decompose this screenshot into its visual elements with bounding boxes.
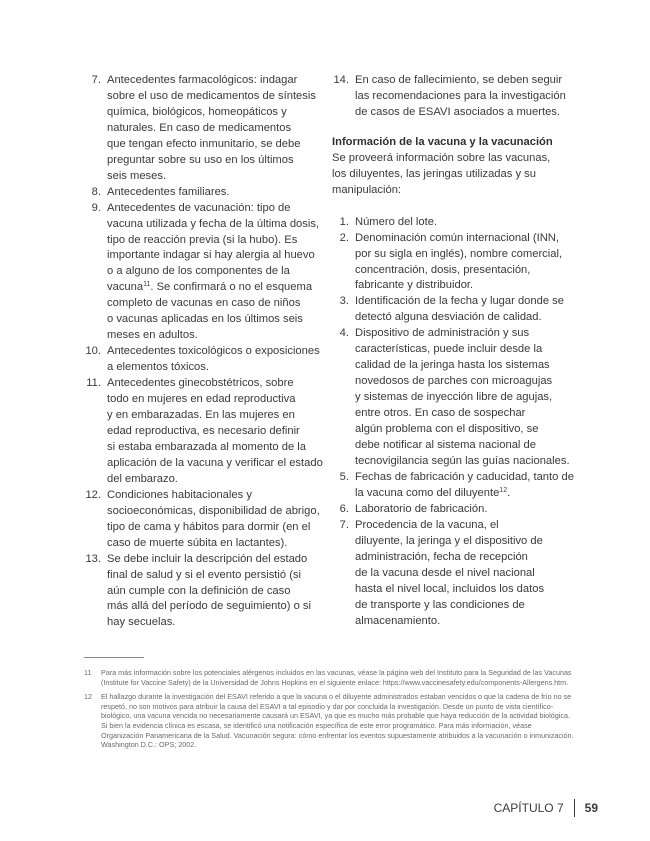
left-column xyxy=(84,73,323,631)
text-line: o a alguno de los componentes de la xyxy=(107,265,290,278)
item-number: 6. xyxy=(339,502,349,515)
text-line: química, biológicos, homeopáticos y xyxy=(107,105,287,118)
item-number: 11. xyxy=(86,377,101,390)
list-item xyxy=(84,488,320,552)
text-line: Condiciones habitacionales y xyxy=(107,488,252,501)
text-line: algún problema con el dispositivo, se xyxy=(355,423,539,436)
text-line: Dispositivo de administración y sus xyxy=(355,327,530,340)
text-line: administración, fecha de recepción xyxy=(355,550,528,563)
text-line: por su sigla en inglés), nombre comercial, xyxy=(355,247,563,260)
text-line: de casos de ESAVI asociados a muertes. xyxy=(355,105,561,118)
text-line: tipo de cama y hábitos para dormir (en el xyxy=(107,520,311,533)
item-number: 2. xyxy=(339,231,349,244)
text-line: preguntar sobre su uso en los últimos xyxy=(107,153,294,166)
text-line: de transporte y las condiciones de xyxy=(355,598,525,611)
item-number: 3. xyxy=(339,295,349,308)
footnote-ref-11[interactable]: 11 xyxy=(143,281,151,289)
text-line: Antecedentes ginecobstétricos, sobre xyxy=(107,377,294,390)
text-line: socioeconómicas, disponibilidad de abrigo, xyxy=(107,504,320,517)
list-item xyxy=(84,185,320,201)
text-line: detectó alguna desviación de calidad. xyxy=(355,311,542,324)
item-number: 5. xyxy=(339,470,349,483)
text-line: manipulación: xyxy=(332,183,402,196)
text-line: debe notificar al sistema nacional de xyxy=(355,439,536,452)
page-number: 59 xyxy=(584,801,598,815)
text-line: hasta el nivel local, incluidos los datos xyxy=(355,582,545,595)
chapter-label: CAPÍTULO 7 xyxy=(493,801,564,815)
footnote-divider xyxy=(84,657,144,658)
footnote-text: El hallazgo durante la investigación del ESAVI referido a que la vacuna o el diluyente administrados estaban vencidos o que la cadena de frío no se respetó, no son motivos para atribuir la causa del ESAVI a tal episodio y dar por concluida la investigación. Desde un punto de vista científico-biológico, una vacuna vencida no necesariamente causará un ESAVI, ya que es mucho más probable que haya reducción de la actividad biológica. Si bien la evidencia clínica es escasa, se identificó una notificación específica de este error programático. Para más información, véase Organización Panamericana de la Salud. Vacunación segura: cómo enfrentar los eventos supuestamente atribuidos a la vacunación o inmunización. Washington D.C.: OPS; 2002. xyxy=(101,692,574,750)
text-line: edad reproductiva, es necesario definir xyxy=(107,424,300,437)
footnote-text: Para más información sobre los potenciales alérgenos incluidos en las vacunas, véase la página web del Instituto para la Seguridad de las Vacunas (Institute for Vaccine Safety) de la Universidad de Johns Hopkins en el siguiente enlace: https://www.vaccinesafety.edu/components-Allergens.htm. xyxy=(101,668,572,687)
text-line: naturales. En caso de medicamentos xyxy=(107,121,292,134)
list-item xyxy=(332,294,572,326)
section-intro xyxy=(332,151,572,199)
page-footer xyxy=(494,799,598,817)
text-line: tecnovigilancia según las guías nacionales. xyxy=(355,454,570,467)
text-line: En caso de fallecimiento, se deben seguir xyxy=(355,74,563,86)
item-number: 7. xyxy=(91,74,101,86)
list-item xyxy=(84,344,320,376)
text-line: del embarazo. xyxy=(107,472,178,485)
text-line: importante indagar si hay alergia al huevo xyxy=(107,249,315,262)
text-line: características, puede incluir desde la xyxy=(355,343,543,356)
text-fragment: . xyxy=(507,486,511,499)
text-line: almacenamiento. xyxy=(355,614,441,627)
text-line: Laboratorio de fabricación. xyxy=(355,502,488,515)
item-number: 7. xyxy=(339,518,349,531)
text-line: calidad de la jeringa hasta los sistemas xyxy=(355,359,550,372)
item-number: 8. xyxy=(91,185,101,198)
text-line: entre otros. En caso de sospechar xyxy=(355,407,526,420)
list-item xyxy=(332,326,572,470)
item-number: 12. xyxy=(85,488,101,501)
text-line: y sistemas de inyección libre de agujas, xyxy=(355,391,553,404)
footnote-12 xyxy=(84,692,574,750)
item-number: 1. xyxy=(339,215,349,228)
text-line: Se proveerá información sobre las vacunas, xyxy=(332,151,551,164)
right-column xyxy=(332,73,572,629)
text-line: caso de muerte súbita en lactantes). xyxy=(107,536,288,549)
text-line: Fechas de fabricación y caducidad, tanto de xyxy=(355,470,574,483)
list-item xyxy=(332,73,572,121)
section-heading: Información de la vacuna y la vacunación xyxy=(332,135,553,148)
text-line: los diluyentes, las jeringas utilizadas y su xyxy=(332,167,536,180)
item-number: 10. xyxy=(85,345,101,358)
text-line: si estaba embarazada al momento de la xyxy=(107,440,307,453)
list-item xyxy=(84,73,320,185)
text-line: meses en adultos. xyxy=(107,329,198,342)
footnote-number: 12 xyxy=(84,692,92,702)
text-line: Denominación común internacional (INN, xyxy=(355,231,559,244)
text-line: concentración, dosis, presentación, xyxy=(355,263,531,276)
item-number: 4. xyxy=(339,327,349,340)
text-line: de la vacuna desde el nivel nacional xyxy=(355,566,535,579)
list-item xyxy=(332,215,572,231)
text-line: más allá del período de seguimiento) o si xyxy=(107,600,311,613)
text-fragment: vacuna xyxy=(107,281,144,294)
list-item xyxy=(332,518,572,630)
footnote-11 xyxy=(84,668,574,687)
list-item xyxy=(84,376,323,488)
text-line: novedosos de parches con microagujas xyxy=(355,375,553,388)
text-line: Antecedentes de vacunación: tipo de xyxy=(107,201,291,214)
text-line: final de salud y si el evento persistió (si xyxy=(107,568,302,581)
text-line: vacuna utilizada y fecha de la última dosis, xyxy=(107,217,320,230)
text-line: y en embarazadas. En las mujeres en xyxy=(107,409,295,422)
text-line: seis meses. xyxy=(107,169,167,182)
text-fragment: la vacuna como del diluyente xyxy=(355,486,500,499)
text-line: tipo de reacción previa (si la hubo). Es xyxy=(107,233,298,246)
item-number: 14. xyxy=(333,74,349,86)
text-line xyxy=(107,280,320,296)
text-line: Antecedentes familiares. xyxy=(107,185,230,198)
footnote-number: 11 xyxy=(84,668,92,677)
text-fragment: . Se confirmará o no el esquema xyxy=(150,281,313,294)
spacer xyxy=(332,199,572,215)
item-number: 9. xyxy=(91,201,101,214)
text-line: aplicación de la vacuna y verificar el estado xyxy=(107,456,323,469)
item-number: 13. xyxy=(85,552,101,565)
text-line: que tengan efecto inmunitario, se debe xyxy=(107,137,301,150)
list-item xyxy=(332,470,572,502)
text-line: Procedencia de la vacuna, el xyxy=(355,518,499,531)
text-line: fabricante y distribuidor. xyxy=(355,279,474,292)
text-line: Antecedentes toxicológicos o exposiciones xyxy=(107,345,320,358)
text-line xyxy=(355,486,572,502)
text-line: todo en mujeres en edad reproductiva xyxy=(107,393,296,406)
text-line: completo de vacunas en caso de niños xyxy=(107,297,301,310)
list-item xyxy=(332,231,572,295)
text-line: sobre el uso de medicamentos de síntesis xyxy=(107,89,316,102)
footnotes xyxy=(84,668,574,755)
text-line: Número del lote. xyxy=(355,215,438,228)
text-line: a elementos tóxicos. xyxy=(107,361,209,374)
text-line: aún cumple con la definición de caso xyxy=(107,584,291,597)
text-line: Se debe incluir la descripción del estado xyxy=(107,552,308,565)
text-line: las recomendaciones para la investigación xyxy=(355,89,566,102)
list-item xyxy=(84,552,320,632)
footnote-ref-12[interactable]: 12 xyxy=(499,486,508,494)
footer-divider xyxy=(574,799,575,817)
list-item xyxy=(332,502,572,518)
text-line: o vacunas aplicadas en los últimos seis xyxy=(107,313,303,326)
list-item xyxy=(84,201,320,345)
text-line: hay secuelas. xyxy=(107,616,176,629)
text-line: diluyente, la jeringa y el dispositivo de xyxy=(355,534,543,547)
text-line: Identificación de la fecha y lugar donde se xyxy=(355,295,564,308)
text-line: Antecedentes farmacológicos: indagar xyxy=(107,74,298,86)
